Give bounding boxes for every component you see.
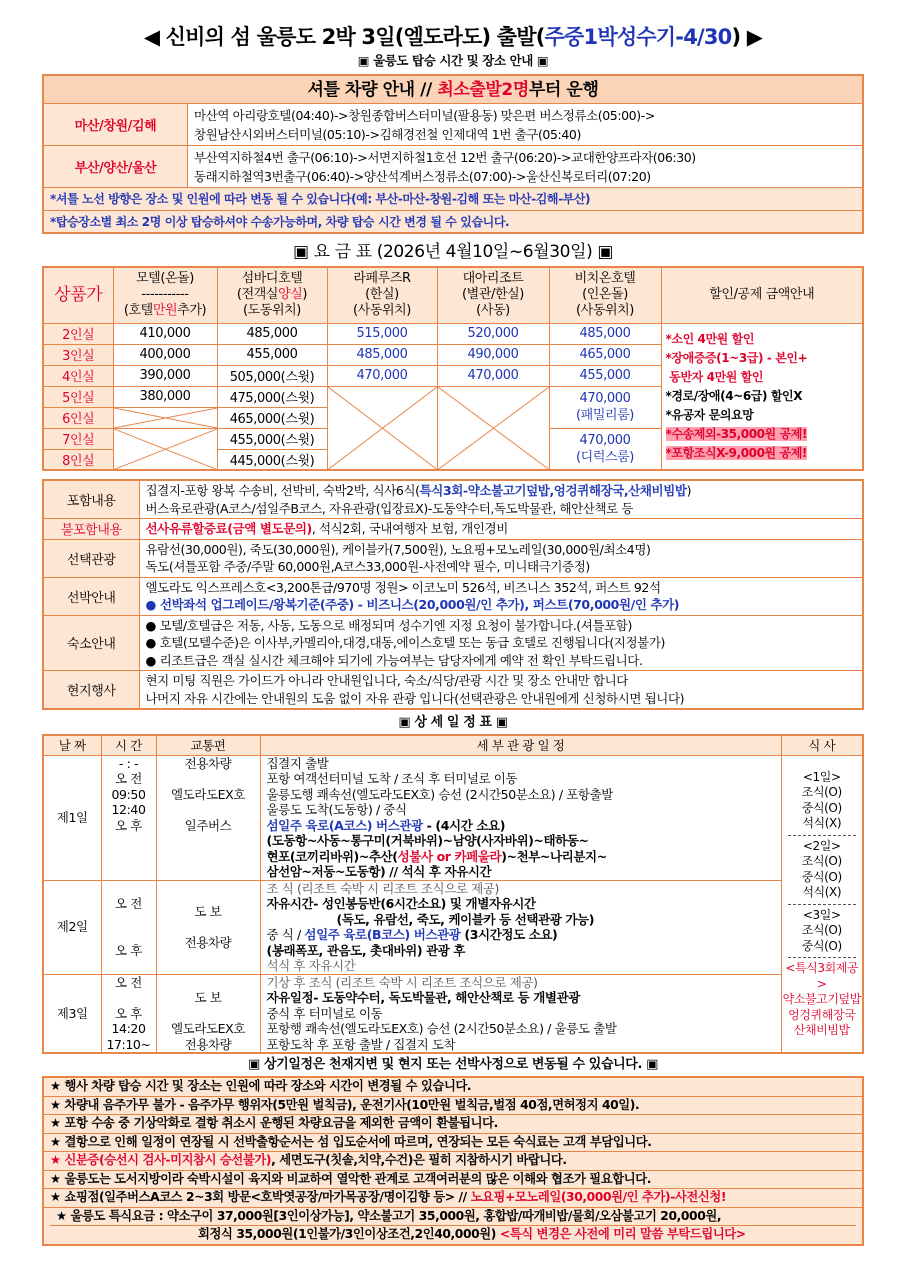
time-entry: 12:40 bbox=[111, 802, 146, 817]
col-line bbox=[218, 287, 327, 303]
price-row bbox=[43, 323, 863, 344]
meal-divider bbox=[788, 904, 857, 905]
transport-entry: 일주버스 bbox=[184, 817, 232, 833]
col-text: (전객실 bbox=[236, 287, 279, 303]
meal-special: 산채비빔밥 bbox=[793, 1023, 850, 1037]
detail-line: 울릉도행 쾌속선(엘도라도EX호) 승선 (2시간50분소요) / 포항출발 bbox=[266, 786, 613, 802]
col-text: (호텔 bbox=[123, 303, 153, 319]
info-line: ● 호텔(모텔수준)은 이사부,카멜리아,대경,대동,에이스호텔 또는 동급 호텔로 진행됩니다(지정불가) bbox=[145, 635, 665, 650]
notice-item bbox=[44, 1208, 862, 1244]
shuttle-heading bbox=[44, 76, 862, 104]
empty-cell bbox=[113, 407, 217, 428]
discount-line: *포항조식X-9,000원 공제! bbox=[665, 445, 807, 460]
cross-mark bbox=[114, 408, 217, 428]
price-row-label: 6인실 bbox=[43, 407, 113, 428]
price-cell: 380,000 bbox=[113, 386, 217, 407]
discount-info bbox=[661, 323, 863, 470]
meal-special: <특식3회제공> bbox=[785, 961, 859, 991]
meal-line: <3일> bbox=[802, 907, 841, 922]
deluxe-room-cell bbox=[549, 428, 661, 470]
time-entry: - : - bbox=[118, 755, 139, 771]
price-row-label: 8인실 bbox=[43, 449, 113, 470]
shuttle-line: 창원남산시외버스터미널(05:10)->김해경전철 인제대역 1번 출구(05:40) bbox=[194, 127, 581, 142]
shuttle-route-label: 부산/양산/울산 bbox=[44, 146, 188, 187]
time-entry: 09:50 bbox=[111, 786, 146, 802]
meal-special: 엉겅퀴해장국 bbox=[788, 1007, 856, 1022]
shuttle-line: 마산역 아리랑호텔(04:40)->창원종합버스터미널(팔용동) 맞은편 버스정류소(05:00)-> bbox=[194, 108, 655, 123]
transport-entry: 도 보 bbox=[194, 990, 222, 1005]
time-spacer bbox=[102, 912, 156, 943]
detail-text: - (4시간 소요) bbox=[422, 817, 506, 833]
day-label: 제1일 bbox=[43, 755, 101, 880]
shuttle-min-departure: 최소출발2명 bbox=[437, 80, 529, 100]
meal-divider bbox=[788, 957, 857, 958]
discount-line: *수송제외-35,000원 공제! bbox=[665, 426, 808, 441]
schedule-header bbox=[43, 735, 863, 755]
col-text-red: 만원 bbox=[152, 303, 178, 319]
family-price: 470,000 bbox=[579, 391, 631, 406]
col-line: 라페루즈R bbox=[353, 271, 411, 287]
detail-col bbox=[260, 880, 781, 974]
info-detail bbox=[139, 480, 863, 519]
empty-cell bbox=[327, 386, 437, 470]
price-corner: 상품가 bbox=[43, 267, 113, 323]
notice-item: ★ 울릉도는 도서지방이라 숙박시설이 육지와 비교하여 열악한 관계로 고객여러분의 많은 이해와 협조가 필요합니다. bbox=[44, 1171, 862, 1190]
info-table bbox=[42, 479, 864, 710]
col-beachon bbox=[549, 267, 661, 323]
notice-text-red: 노요핑+모노레일(30,000원/인 추가)-사전신청! bbox=[470, 1190, 727, 1204]
col-line: (인온돌) bbox=[582, 287, 628, 303]
price-cell: 465,000 bbox=[549, 344, 661, 365]
info-line: ● 모텔/호텔급은 저동, 사동, 도동으로 배정되며 성수기엔 지정 요청이 불가합니다.(셔틀포함) bbox=[145, 617, 632, 633]
info-line: 현지 미팅 직원은 가이드가 아니라 안내원입니다, 숙소/식당/관광 시간 및 장소 안내만 합니다 bbox=[145, 673, 628, 688]
meal-line: 석식(X) bbox=[802, 885, 842, 899]
meal-special: 약소불고기덮밥 bbox=[782, 992, 861, 1006]
transport-entry: 엘도라도EX호 bbox=[170, 786, 246, 802]
notice-item: ★ 행사 차량 탑승 시간 및 장소는 인원에 따라 장소와 시간이 변경될 수 있습니다. bbox=[44, 1078, 862, 1097]
transport-col bbox=[156, 974, 260, 1053]
shuttle-route-masan bbox=[44, 104, 862, 146]
detail-line: (봉래폭포, 관음도, 촛대바위) 관광 후 bbox=[266, 942, 466, 958]
col-laperouse bbox=[327, 267, 437, 323]
detail-col bbox=[260, 974, 781, 1053]
info-label: 숙소안내 bbox=[43, 615, 139, 671]
info-label: 선박안내 bbox=[43, 577, 139, 615]
price-cell: 475,000(스윗) bbox=[217, 386, 327, 407]
info-row-include bbox=[43, 480, 863, 519]
info-row-stay bbox=[43, 615, 863, 671]
col-daea bbox=[437, 267, 549, 323]
price-cell: 445,000(스윗) bbox=[217, 449, 327, 470]
info-line: 엘도라도 익스프레스호<3,200톤급/970명 정원> 이코노미 526석, 비즈니스 352석, 퍼스트 92석 bbox=[145, 579, 661, 595]
shuttle-route-label: 마산/창원/김해 bbox=[44, 104, 188, 145]
shuttle-section bbox=[42, 74, 864, 234]
detail-line bbox=[267, 818, 775, 834]
discount-line: 동반자 4만원 할인 bbox=[665, 369, 764, 384]
transport-spacer bbox=[157, 975, 260, 991]
info-text: , 석식2회, 국내여행자 보험, 개인경비 bbox=[311, 521, 508, 536]
cross-mark bbox=[328, 387, 437, 470]
schedule-day3 bbox=[43, 974, 863, 1053]
price-cell: 455,000 bbox=[549, 365, 661, 386]
meal-line: 조식(O) bbox=[801, 785, 842, 799]
price-row-label: 7인실 bbox=[43, 428, 113, 449]
meal-divider bbox=[788, 835, 857, 836]
price-cell: 485,000 bbox=[549, 323, 661, 344]
deluxe-label: (디럭스룸) bbox=[576, 449, 634, 465]
col-line: (별관/한실) bbox=[462, 287, 524, 303]
col-line: ----------- bbox=[141, 287, 189, 303]
transport-entry: 엘도라도EX호 bbox=[170, 1021, 246, 1036]
deluxe-price: 470,000 bbox=[579, 432, 631, 448]
info-text: ) bbox=[686, 483, 692, 498]
info-label: 선택관광 bbox=[43, 539, 139, 577]
info-line: 버스육로관광(A코스/섬일주B코스, 자유관광(입장료X)-도동약수터,독도박물관, 해안산책로 등 bbox=[145, 500, 634, 516]
shuttle-route-busan bbox=[44, 146, 862, 188]
time-spacer bbox=[102, 990, 156, 1006]
day-label: 제2일 bbox=[43, 880, 101, 974]
schedule-day2 bbox=[43, 880, 863, 974]
col-line: 대아리조트 bbox=[462, 271, 524, 287]
day-label: 제3일 bbox=[43, 974, 101, 1053]
info-detail bbox=[139, 615, 863, 671]
notice-item bbox=[44, 1152, 862, 1171]
col-text: ) bbox=[302, 287, 308, 303]
shuttle-note: *탑승장소별 최소 2명 이상 탑승하셔야 수송가능하며, 차량 탑승 시간 변경 될 수 있습니다. bbox=[44, 210, 862, 232]
transport-entry: 전용차량 bbox=[184, 934, 232, 950]
notice-text: 회정식 35,000원(1인불가/3인이상조건,2인40,000원) bbox=[198, 1227, 500, 1241]
time-col bbox=[101, 974, 156, 1053]
meal-line: 중식(O) bbox=[801, 800, 842, 815]
price-cell: 465,000(스윗) bbox=[217, 407, 327, 428]
col-line: 비치온호텔 bbox=[574, 271, 636, 287]
shuttle-route-detail bbox=[188, 104, 661, 145]
detail-text: )~천부~나리분지~ bbox=[501, 848, 607, 864]
meal-col bbox=[781, 755, 863, 1053]
empty-cell bbox=[113, 428, 217, 470]
col-discount: 할인/공제 금액안내 bbox=[661, 267, 863, 323]
info-label: 현지행사 bbox=[43, 671, 139, 710]
schedule-title: ▣ 상 세 일 정 표 ▣ bbox=[398, 715, 508, 730]
boarding-subtitle: ▣ 울릉도 탑승 시간 및 장소 안내 ▣ bbox=[357, 53, 549, 68]
schedule-col: 교통편 bbox=[156, 735, 260, 755]
detail-line: (도동항~사동~통구미(거북바위)~남양(사자바위)~태하동~ bbox=[266, 833, 589, 848]
col-motel bbox=[113, 267, 217, 323]
detail-line: 삼선암~저동~도동항) // 석식 후 자유시간 bbox=[266, 864, 492, 879]
price-cell: 485,000 bbox=[217, 323, 327, 344]
price-cell: 455,000 bbox=[217, 344, 327, 365]
shuttle-note: *셔틀 노선 방향은 장소 및 인원에 따라 변동 될 수 있습니다(예: 부산-마산-창원-김해 또는 마산-김해-부산) bbox=[44, 188, 862, 210]
shuttle-line: 부산역지하철4번 출구(06:10)->서면지하철1호선 12번 출구(06:20)->교대한양프라자(06:30) bbox=[194, 150, 696, 165]
price-row-label: 3인실 bbox=[43, 344, 113, 365]
price-row-label: 5인실 bbox=[43, 386, 113, 407]
price-cell: 470,000 bbox=[327, 365, 437, 386]
col-line: 모텔(온돌) bbox=[136, 271, 194, 287]
info-line: ● 선박좌석 업그레이드/왕복기준(주중) - 비즈니스(20,000원/인 추가), 퍼스트(70,000원/인 추가) bbox=[145, 597, 680, 612]
col-sumbody bbox=[217, 267, 327, 323]
price-cell: 390,000 bbox=[113, 365, 217, 386]
price-cell: 515,000 bbox=[327, 323, 437, 344]
info-line: 유람선(30,000원), 죽도(30,000원), 케이블카(7,500원), 노요핑+모노레일(30,000원/최소4명) bbox=[145, 541, 651, 557]
info-label: 불포함내용 bbox=[43, 519, 139, 540]
transport-col bbox=[156, 755, 260, 880]
detail-line bbox=[267, 849, 775, 865]
time-entry: 오 후 bbox=[115, 1005, 142, 1021]
meal-line: 조식(O) bbox=[801, 923, 842, 937]
schedule-col: 시 간 bbox=[101, 735, 156, 755]
time-entry: 14:20 bbox=[111, 1021, 146, 1036]
shuttle-heading-text: 셔틀 차량 안내 // bbox=[307, 80, 438, 100]
price-cell: 455,000(스윗) bbox=[217, 428, 327, 449]
time-col bbox=[101, 755, 156, 880]
meal-line: <1일> bbox=[802, 769, 841, 784]
info-text-red: 선사유류할증료(금액 별도문의) bbox=[145, 521, 312, 536]
detail-line: 포항 여객선터미널 도착 / 조식 후 터미널로 이동 bbox=[266, 771, 518, 786]
price-cell: 490,000 bbox=[437, 344, 549, 365]
title-text-end: ) ▶ bbox=[731, 25, 763, 49]
col-line: (사동) bbox=[476, 303, 510, 319]
detail-line: 조 식 (리조트 숙박 시 리조트 조식으로 제공) bbox=[266, 880, 499, 896]
detail-text-blue: 섬일주 육로(B코스) 버스관광 bbox=[304, 927, 461, 942]
notice-item: ★ 포항 수송 중 기상악화로 결항 취소시 운행된 차량요금을 제외한 금액이 환불됩니다. bbox=[44, 1115, 862, 1134]
info-line: 독도(셔틀포함 주중/주말 60,000원,A코스33,000원-사전예약 필수, 미니태극기증정) bbox=[145, 559, 590, 574]
detail-text: 현포(코끼리바위)~추산( bbox=[266, 848, 398, 864]
info-text-blue: 특식3회-약소불고기덮밥,엉겅퀴해장국,산채비빔밥 bbox=[419, 483, 687, 498]
family-label: (패밀리룸) bbox=[576, 408, 634, 423]
detail-line: (독도, 유람선, 죽도, 케이블카 등 선택관광 가능) bbox=[336, 911, 595, 927]
col-line: 섬바디호텔 bbox=[241, 271, 303, 287]
meal-line: 조식(O) bbox=[801, 854, 842, 868]
transport-col bbox=[156, 880, 260, 974]
title-highlight: 주중1박성수기-4/30 bbox=[544, 25, 732, 49]
time-col bbox=[101, 880, 156, 974]
col-line bbox=[114, 303, 217, 319]
notice-item: ★ 차량내 음주가무 불가 - 음주가무 행위자(5만원 벌칙금), 운전기사(10만원 벌칙금,벌점 40점,면허정지 40일). bbox=[44, 1097, 862, 1116]
family-room-cell bbox=[549, 386, 661, 428]
title-text: ◀ 신비의 섬 울릉도 2박 3일(엘도라도) 출발( bbox=[143, 25, 545, 49]
detail-line: 울릉도 도착(도동항) / 중식 bbox=[266, 802, 407, 817]
page bbox=[42, 22, 864, 1246]
notice-text: , 세면도구(칫솔,치약,수건)은 필히 지참하시기 바랍니다. bbox=[271, 1153, 567, 1167]
schedule-day1 bbox=[43, 755, 863, 880]
price-cell: 470,000 bbox=[437, 365, 549, 386]
detail-line: 석식 후 자유시간 bbox=[266, 958, 356, 973]
notice-item: ★ 결항으로 인해 일정이 연장될 시 선박출항순서는 섬 입도순서에 따르며, 연장되는 모든 숙식료는 고객 부담입니다. bbox=[44, 1134, 862, 1153]
col-line: (사동위치) bbox=[576, 303, 634, 319]
info-line bbox=[146, 482, 857, 500]
detail-line: 기상 후 조식 (리조트 숙박 시 리조트 조식으로 제공) bbox=[266, 974, 538, 990]
meal-line: <2일> bbox=[802, 838, 841, 853]
transport-spacer bbox=[157, 919, 260, 935]
notice-item bbox=[44, 1189, 862, 1208]
schedule-col: 세 부 관 광 일 정 bbox=[260, 735, 781, 755]
price-row-label: 2인실 bbox=[43, 323, 113, 344]
detail-line: 자유시간- 성인봉등반(6시간소요) 및 개별자유시간 bbox=[266, 896, 536, 911]
info-label: 포함내용 bbox=[43, 480, 139, 519]
col-line: (한실) bbox=[365, 287, 399, 303]
schedule-table bbox=[42, 734, 864, 1054]
notice-text: ★ 쇼핑점(일주버스A코스 2~3회 방문<호박엿공장/마가목공장/명이김향 등> // bbox=[50, 1190, 471, 1204]
notice-text-red: <특식 변경은 사전에 미리 말씀 부탁드립니다> bbox=[499, 1227, 746, 1241]
schedule-col: 식 사 bbox=[781, 735, 863, 755]
col-line: (사동위치) bbox=[353, 303, 411, 319]
discount-line: *소인 4만원 할인 bbox=[665, 331, 755, 346]
info-detail bbox=[139, 519, 863, 540]
info-row-local bbox=[43, 671, 863, 710]
price-section-title: ▣ 요 금 표 (2026년 4월10일~6월30일) ▣ bbox=[293, 242, 613, 262]
meal-line: 석식(X) bbox=[802, 816, 842, 830]
schedule-col: 날 짜 bbox=[43, 735, 101, 755]
meal-line: 중식(O) bbox=[801, 869, 842, 884]
detail-line: 포항도착 후 포항 출발 / 집결지 도착 bbox=[266, 1036, 456, 1052]
col-line: (도동위치) bbox=[243, 303, 301, 319]
info-detail bbox=[139, 539, 863, 577]
transport-spacer bbox=[157, 1006, 260, 1022]
info-detail bbox=[139, 577, 863, 615]
info-line: 나머지 자유 시간에는 안내원의 도움 없이 자유 관광 입니다(선택관광은 안내원에게 신청하시면 됩니다) bbox=[145, 690, 685, 706]
time-entry: 오 후 bbox=[115, 942, 142, 958]
transport-entry bbox=[157, 802, 260, 818]
time-entry: 17:10~ bbox=[106, 1036, 151, 1052]
shuttle-route-detail bbox=[188, 146, 702, 187]
price-cell: 520,000 bbox=[437, 323, 549, 344]
price-cell: 485,000 bbox=[327, 344, 437, 365]
price-header-row bbox=[43, 267, 863, 323]
col-text: 추가) bbox=[177, 303, 207, 319]
notice-text-red: ★ 신분증(승선시 검사-미지참시 승선불가) bbox=[50, 1153, 272, 1167]
transport-entry bbox=[157, 771, 260, 787]
shuttle-heading-text-end: 부터 운행 bbox=[528, 80, 599, 100]
time-entry: 오 전 bbox=[115, 896, 142, 911]
price-cell: 410,000 bbox=[113, 323, 217, 344]
schedule-change-note: ▣ 상기일정은 천재지변 및 현지 또는 선박사정으로 변동될 수 있습니다. ▣ bbox=[248, 1057, 658, 1072]
cross-mark bbox=[114, 429, 217, 470]
notice-list bbox=[42, 1076, 864, 1246]
detail-line: 집결지 출발 bbox=[266, 755, 329, 771]
empty-cell bbox=[437, 386, 549, 470]
col-text-red: 양실 bbox=[278, 287, 303, 303]
info-row-option bbox=[43, 539, 863, 577]
time-entry: 오 전 bbox=[115, 771, 142, 786]
meal-line: 중식(O) bbox=[801, 938, 842, 953]
info-row-ship bbox=[43, 577, 863, 615]
detail-line bbox=[267, 927, 775, 943]
price-cell: 505,000(스윗) bbox=[217, 365, 327, 386]
transport-entry: 도 보 bbox=[194, 903, 222, 919]
price-row-label: 4인실 bbox=[43, 365, 113, 386]
detail-line: 중식 후 터미널로 이동 bbox=[266, 1005, 383, 1021]
info-row-exclude bbox=[43, 519, 863, 540]
shuttle-line: 동래지하철역3번출구(06:40)->양산석계버스정류소(07:00)->울산신복로터리(07:20) bbox=[194, 169, 651, 184]
discount-line: *경로/장애(4~6급) 할인X bbox=[665, 388, 803, 403]
detail-text: (3시간정도 소요) bbox=[460, 927, 558, 942]
time-entry: 오 후 bbox=[115, 817, 142, 833]
info-line: ● 리조트급은 객실 실시간 체크해야 되기에 가능여부는 담당자에게 예약 전 확인 부탁드립니다. bbox=[145, 652, 643, 668]
detail-text: 중 식 / bbox=[266, 927, 305, 942]
transport-entry: 전용차량 bbox=[184, 1036, 232, 1052]
price-table bbox=[42, 266, 864, 471]
transport-entry: 전용차량 bbox=[184, 755, 232, 771]
info-detail bbox=[139, 671, 863, 710]
notice-text: ★ 울릉도 특식요금 : 약소구이 37,000원[3인이상가능], 약소불고기 35,000원, 홍합밥/따개비밥/물회/오삼불고기 20,000원, bbox=[50, 1208, 856, 1227]
time-entry: 오 전 bbox=[115, 974, 142, 990]
detail-col bbox=[260, 755, 781, 880]
discount-line: *유공자 문의요망 bbox=[665, 407, 754, 422]
detail-line: 포항행 쾌속선(엘도라도EX호) 승선 (2시간50분소요) / 울릉도 출발 bbox=[266, 1021, 617, 1036]
price-cell: 400,000 bbox=[113, 344, 217, 365]
info-text: 집결지-포항 왕복 수송비, 선박비, 숙박2박, 식사6식( bbox=[145, 483, 420, 498]
detail-text-red: 성불사 or 카페울라 bbox=[397, 848, 502, 864]
detail-text-blue: 섬일주 육로(A코스) 버스관광 bbox=[266, 817, 423, 833]
cross-mark bbox=[438, 387, 549, 470]
detail-line: 자유일정- 도동약수터, 독도박물관, 해안산책로 등 개별관광 bbox=[266, 990, 580, 1005]
discount-line: *장애증증(1~3급) - 본인+ bbox=[665, 350, 808, 365]
page-title bbox=[42, 22, 864, 52]
